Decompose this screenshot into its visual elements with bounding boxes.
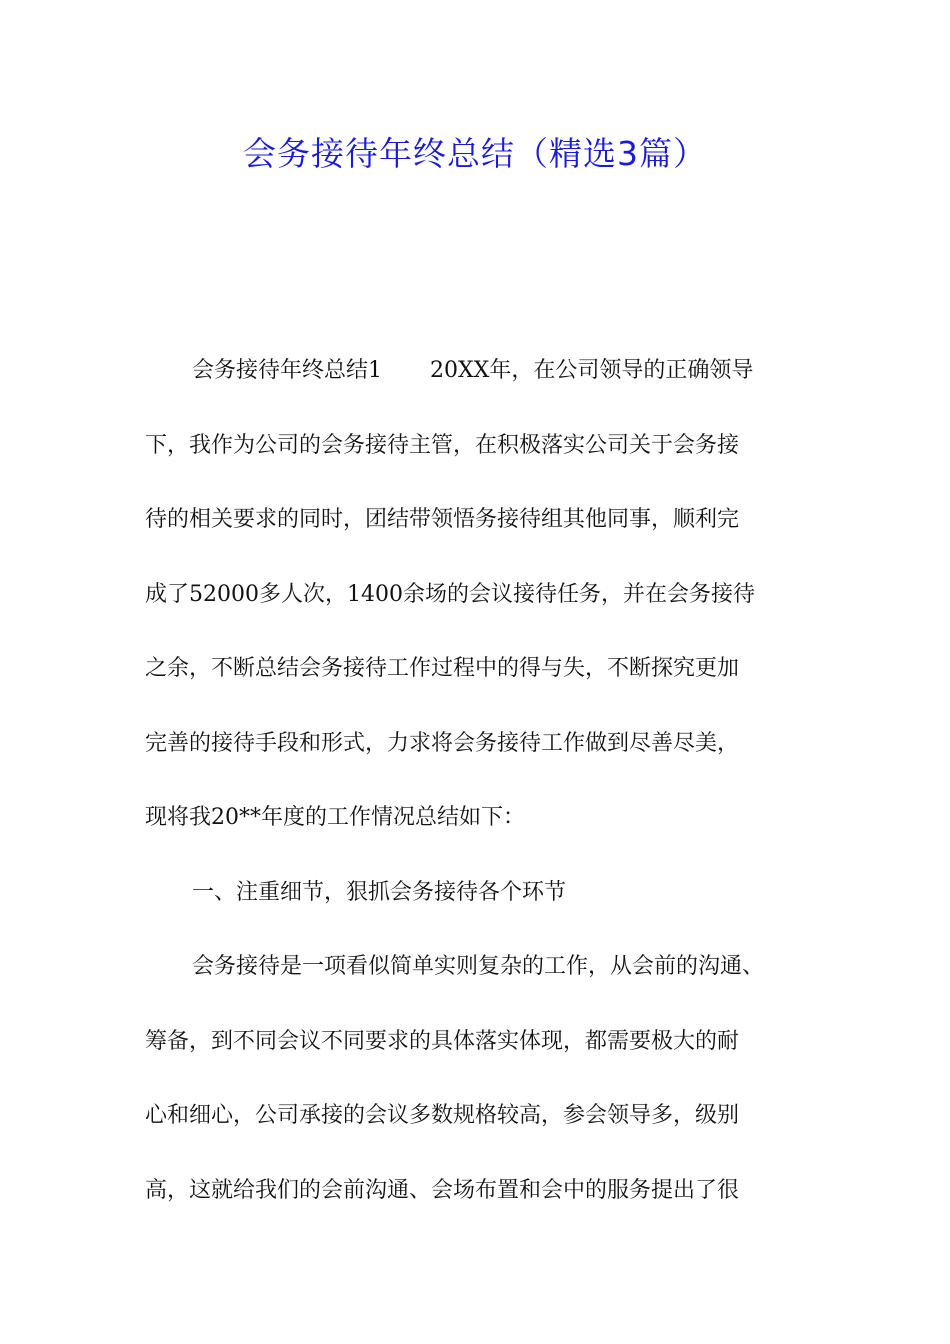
body-line-12: 高，这就给我们的会前沟通、会场布置和会中的服务提出了很 [145, 1177, 740, 1203]
body-line-3: 待的相关要求的同时，团结带领悟务接待组其他同事，顺利完 [145, 507, 740, 532]
document-body [145, 334, 835, 1228]
document-title: 会务接待年终总结（精选3篇） [243, 134, 707, 173]
body-line-10: 筹备，到不同会议不同要求的具体落实体现，都需要极大的耐 [145, 1028, 740, 1054]
body-line-2: 下，我作为公司的会务接待主管，在积极落实公司关于会务接 [145, 432, 740, 458]
body-line-7: 现将我20**年度的工作情况总结如下： [145, 805, 525, 830]
body-line-6: 完善的接待手段和形式，力求将会务接待工作做到尽善尽美， [145, 730, 740, 756]
body-line-4: 成了52000多人次，1400余场的会议接待任务，并在会务接待 [145, 581, 755, 607]
section-heading-1: 会务接待年终总结1 [192, 358, 382, 383]
subheading-1: 一、注重细节，狠抓会务接待各个环节 [192, 879, 567, 905]
body-line-9: 会务接待是一项看似简单实则复杂的工作，从会前的沟通、 [192, 954, 765, 979]
body-line-11: 心和细心，公司承接的会议多数规格较高，参会领导多，级别 [145, 1103, 740, 1128]
body-line-5: 之余，不断总结会务接待工作过程中的得与失，不断探究更加 [145, 656, 740, 681]
body-line-1 [145, 334, 835, 409]
body-text: 20XX年，在公司领导的正确领导 [430, 358, 754, 383]
